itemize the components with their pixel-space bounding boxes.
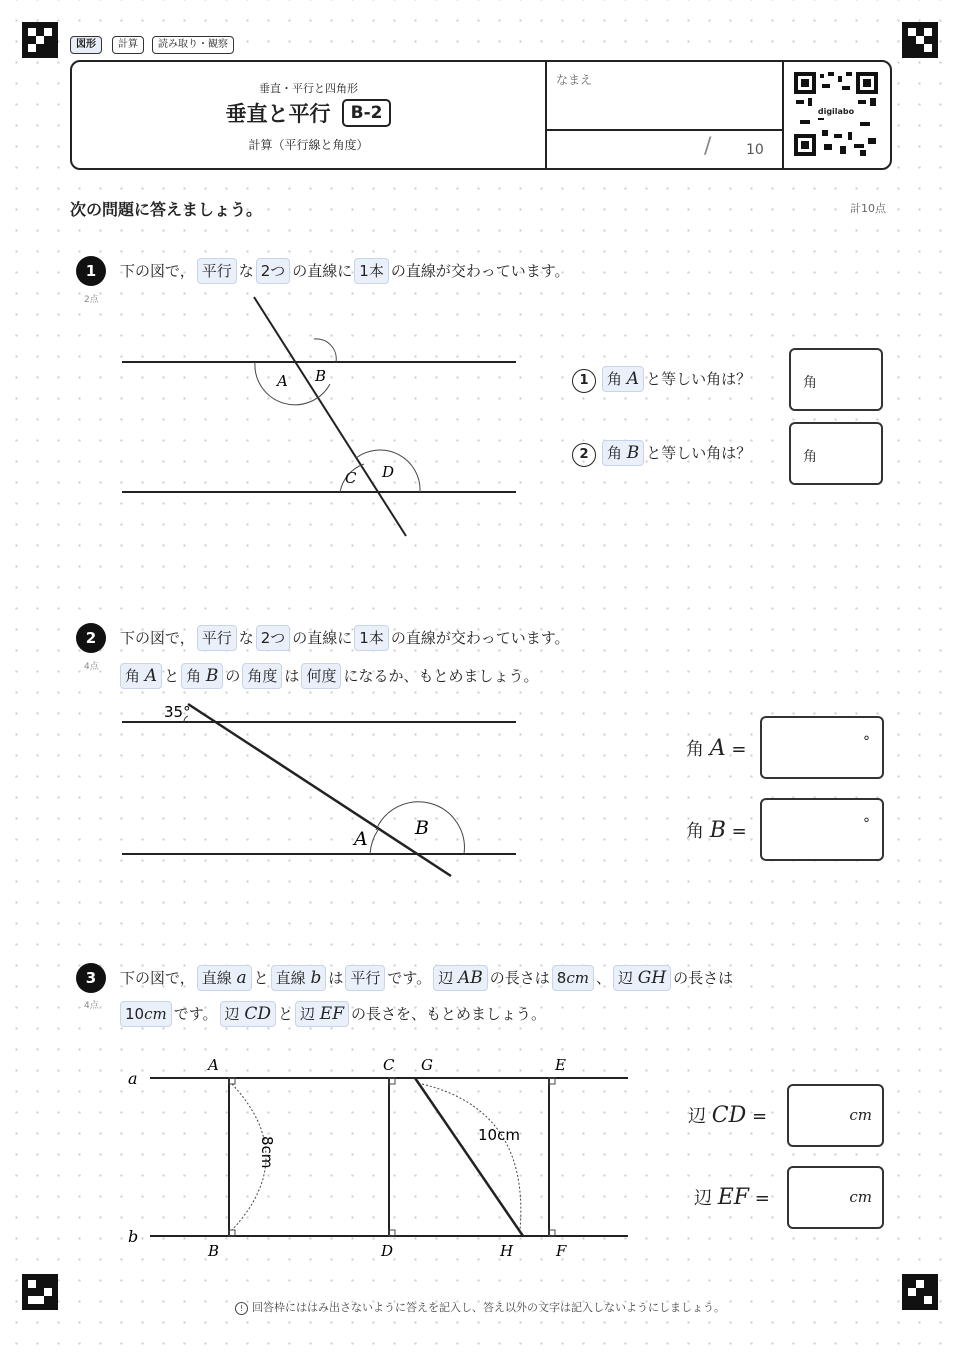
point-label-e: E <box>555 1056 566 1074</box>
point-label-h: H <box>500 1242 514 1260</box>
q3-answer-box-ef[interactable] <box>787 1166 884 1229</box>
level-badge: B-2 <box>342 99 392 127</box>
instruction: 次の問題に答えましょう。 <box>70 200 263 219</box>
angle-label-a: A <box>277 372 288 390</box>
question-number-1: 1 <box>76 256 106 286</box>
score-slash: / <box>704 134 712 159</box>
point-label-f: F <box>556 1242 567 1260</box>
length-label-10cm: 10cm <box>478 1126 520 1144</box>
point-label-a: A <box>208 1056 219 1074</box>
q3-answer-unit-cd: cm <box>849 1106 872 1124</box>
question-2-text-line-2: 角 A と 角 B の 角度 は 何度 になるか、もとめましょう。 <box>118 662 538 690</box>
question-3-text-line-2: 10cm です。 辺 CD と 辺 EF の長さを、もとめましょう。 <box>118 1000 546 1028</box>
angle-label-b: B <box>315 367 327 385</box>
point-label-d: D <box>381 1242 394 1260</box>
q1-sub-1: 1 角 A と等しい角は？ <box>572 365 751 393</box>
q2-answer-unit-a: ° <box>863 734 870 750</box>
header-category: 垂直・平行と四角形 <box>259 82 358 95</box>
length-arc-gh <box>422 1084 521 1230</box>
question-1-text: 下の図で， 平行 な 2つ の直線に 1本 の直線が交わっています。 <box>120 257 570 285</box>
name-label: なまえ <box>556 73 593 87</box>
page-title: 垂直と平行 <box>225 102 331 126</box>
q2-answer-label-b: 角 B = <box>686 818 747 843</box>
question-3-text-line-1: 下の図で， 直線 a と 直線 b は 平行 です。 辺 AB の長さは 8cm 、 辺 GH の長さは <box>120 964 733 992</box>
tag-figure: 図形 <box>70 36 102 54</box>
tag-reading: 読み取り・観察 <box>152 36 234 54</box>
angle-label-a-2: A <box>354 828 368 850</box>
header-subtitle: 計算（平行線と角度） <box>248 138 369 152</box>
point-label-b: B <box>208 1242 220 1260</box>
angle-label-b-2: B <box>415 817 429 839</box>
line-label-a: a <box>128 1069 138 1088</box>
q3-answer-label-cd: 辺 CD = <box>688 1103 768 1128</box>
length-label-8cm: 8cm <box>258 1136 276 1169</box>
point-label-c: C <box>383 1056 395 1074</box>
q1-answer-prefill-2: 角 <box>803 449 817 465</box>
line-label-b: b <box>128 1227 139 1246</box>
angle-given-label: 35° <box>164 703 191 721</box>
question-2-text-line-1: 下の図で， 平行 な 2つ の直線に 1本 の直線が交わっています。 <box>120 624 570 652</box>
qr-text: digilabo <box>817 107 855 116</box>
total-points: 計10点 <box>850 202 886 215</box>
info-icon: ! <box>235 1302 248 1315</box>
q3-answer-unit-ef: cm <box>849 1188 872 1206</box>
angle-label-c: C <box>345 469 357 487</box>
question-points-3: 4点 <box>84 1001 99 1011</box>
q1-sub-2: 2 角 B と等しい角は？ <box>572 439 751 467</box>
point-label-g: G <box>421 1056 433 1074</box>
question-number-3: 3 <box>76 963 106 993</box>
footer-text: 回答枠にははみ出さないように答えを記入し、答え以外の文字は記入しないようにしましょう。 <box>252 1301 725 1314</box>
angle-label-d: D <box>382 463 395 481</box>
q2-answer-unit-b: ° <box>863 816 870 832</box>
question-number-2: 2 <box>76 623 106 653</box>
score-max: 10 <box>746 142 764 158</box>
q2-answer-label-a: 角 A = <box>686 736 747 761</box>
footer-note <box>0 1299 960 1315</box>
q3-answer-box-cd[interactable] <box>787 1084 884 1147</box>
q1-answer-prefill-1: 角 <box>803 375 817 391</box>
q3-answer-label-ef: 辺 EF = <box>694 1185 770 1210</box>
question-points-1: 2点 <box>84 295 99 305</box>
question-points-2: 4点 <box>84 662 99 672</box>
segment-gh <box>415 1078 523 1236</box>
tag-calculation: 計算 <box>112 36 144 54</box>
